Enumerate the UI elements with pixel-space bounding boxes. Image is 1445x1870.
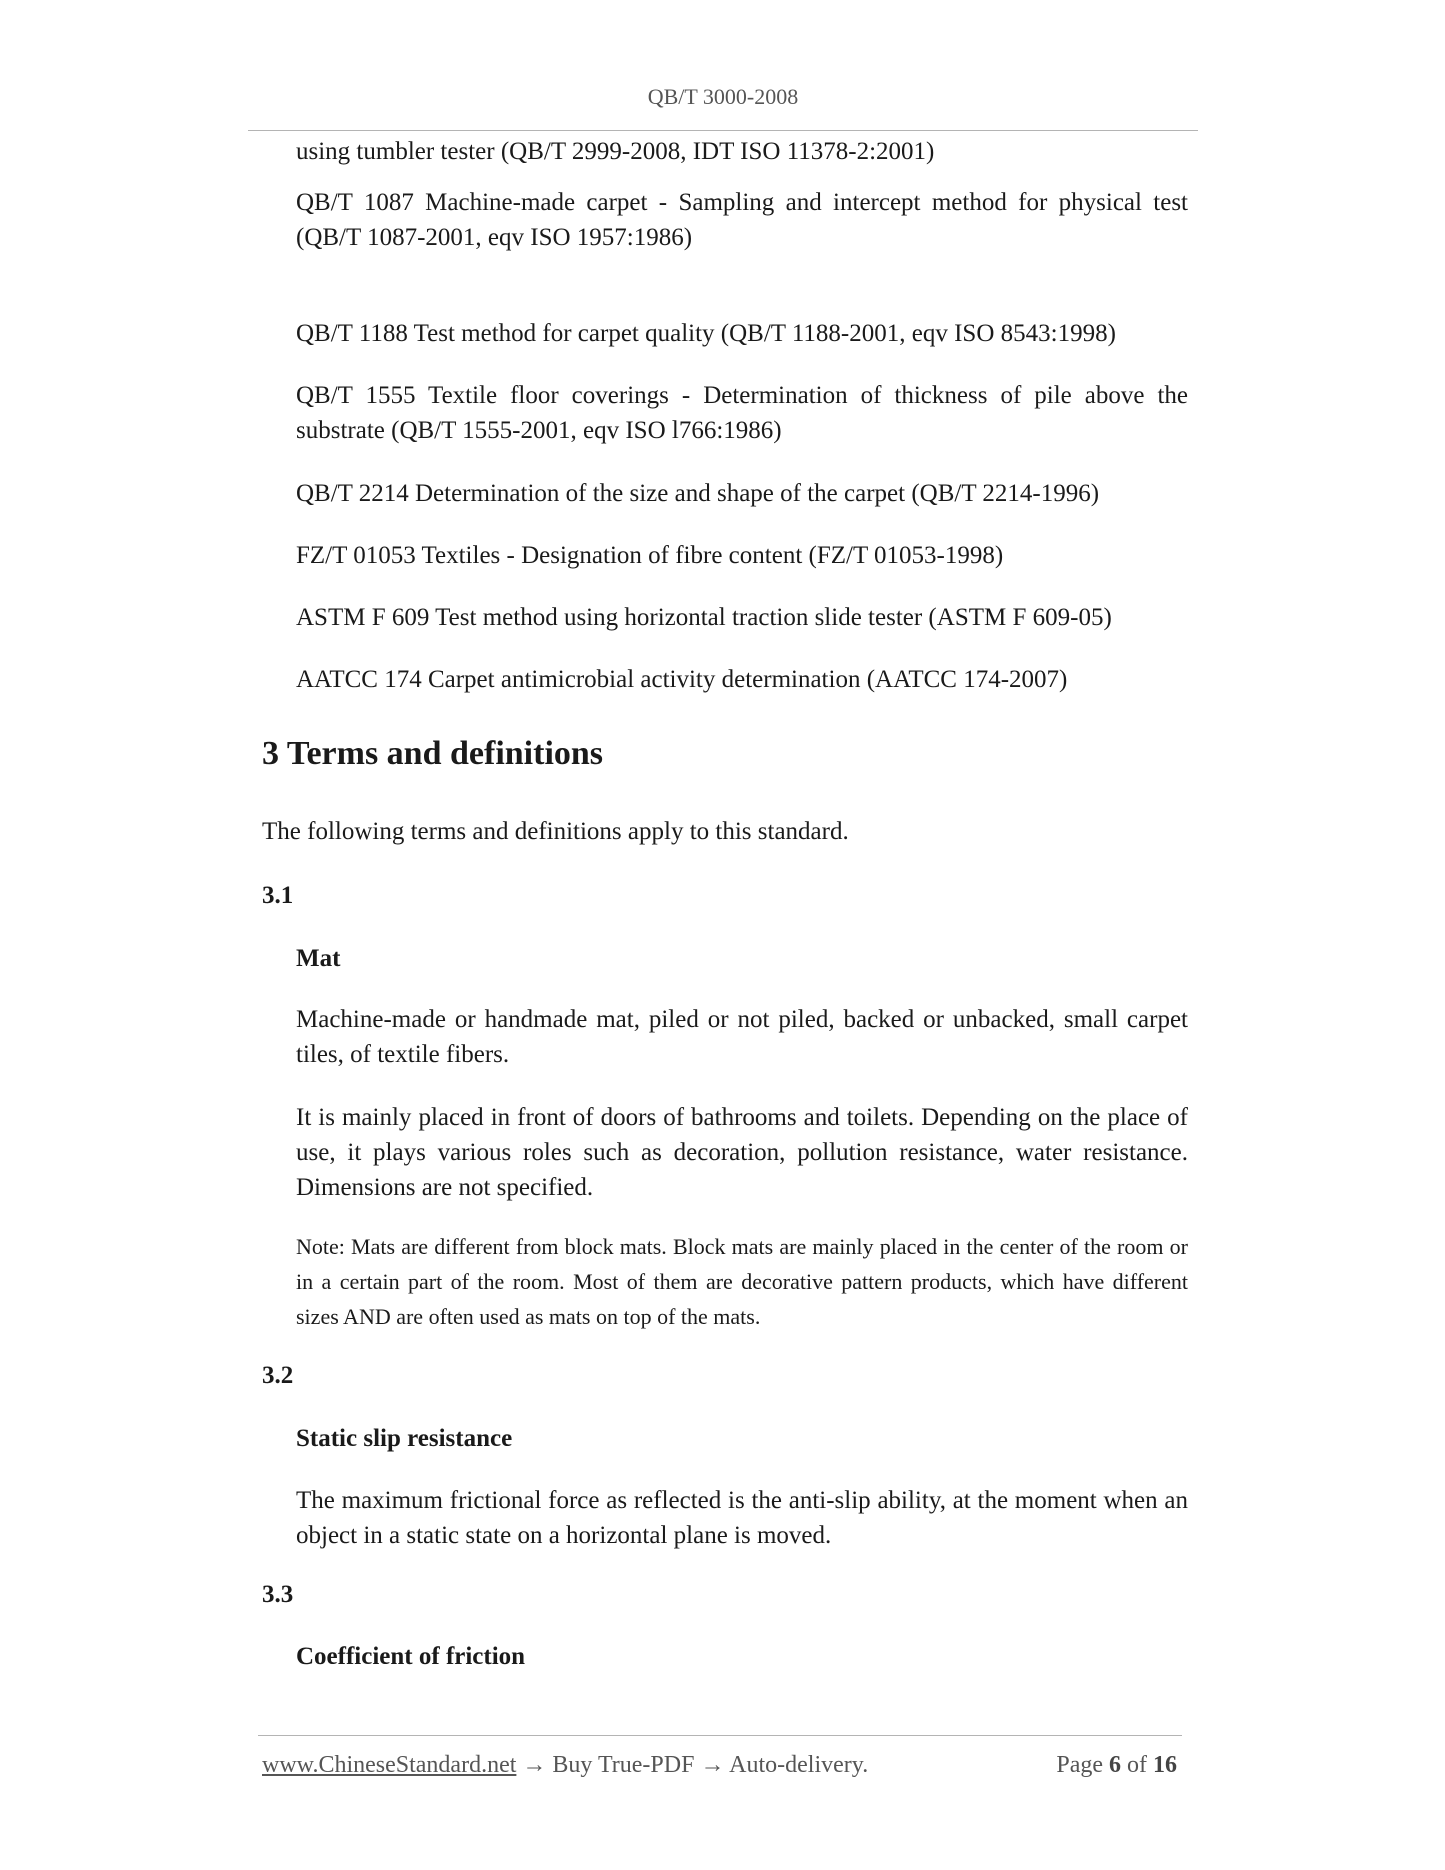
term-title-mat: Mat [296,945,341,972]
term-note-mat: Note: Mats are different from block mats. Block mats are mainly placed in the center of the room or in a certain part of the room. Most of them are decorative pattern products, which have different sizes AND are often used as mats on top of the mats. [296,1234,1188,1329]
reference-item-7: AATCC 174 Carpet antimicrobial activity determination (AATCC 174-2007) [296,666,1068,693]
page-indicator [1056,1752,1177,1779]
reference-item-3: QB/T 1555 Textile floor coverings - Determination of thickness of pile above the substrate (QB/T 1555-2001, eqv ISO l766:1986) [296,382,1188,444]
clause-number-3-2: 3.2 [262,1362,294,1389]
footer-promo [262,1752,868,1779]
buy-text: Buy True-PDF [552,1752,695,1778]
site-link[interactable]: www.ChineseStandard.net [262,1752,517,1778]
page-total: 16 [1153,1752,1177,1778]
page-current: 6 [1109,1752,1121,1778]
page-of: of [1127,1752,1147,1778]
reference-item-5: FZ/T 01053 Textiles - Designation of fibre content (FZ/T 01053-1998) [296,542,1004,569]
reference-item-2: QB/T 1188 Test method for carpet quality (QB/T 1188-2001, eqv ISO 8543:1998) [296,320,1116,347]
header-divider [248,130,1198,131]
term-definition-static-slip: The maximum frictional force as reflected is the anti-slip ability, at the moment when an object in a static state on a horizontal plane is moved. [296,1487,1188,1549]
reference-item-1: QB/T 1087 Machine-made carpet - Sampling and intercept method for physical test (QB/T 1087-2001, eqv ISO 1957:1986) [296,189,1188,251]
reference-item-0: using tumbler tester (QB/T 2999-2008, IDT ISO 11378-2:2001) [296,138,935,165]
reference-item-6: ASTM F 609 Test method using horizontal traction slide tester (ASTM F 609-05) [296,604,1112,631]
term-usage-mat: It is mainly placed in front of doors of bathrooms and toilets. Depending on the place of use, it plays various roles such as decoration, pollution resistance, water resistance. Dimensions are not specified. [296,1104,1188,1201]
clause-number-3-1: 3.1 [262,882,294,909]
clause-number-3-3: 3.3 [262,1581,294,1608]
term-title-static-slip: Static slip resistance [296,1425,513,1452]
section-heading: 3 Terms and definitions [262,735,604,772]
footer-divider [258,1735,1182,1736]
section-intro: The following terms and definitions apply to this standard. [262,818,849,845]
term-definition-mat: Machine-made or handmade mat, piled or not piled, backed or unbacked, small carpet tiles, of textile fibers. [296,1006,1188,1068]
arrow-right-icon: → [522,1752,547,1778]
document-header-title: QB/T 3000-2008 [647,84,799,109]
arrow-right-icon: → [700,1752,725,1778]
delivery-text: Auto-delivery. [729,1752,869,1778]
term-title-coefficient-friction: Coefficient of friction [296,1643,526,1670]
page-label: Page [1056,1752,1103,1778]
reference-item-4: QB/T 2214 Determination of the size and shape of the carpet (QB/T 2214-1996) [296,480,1100,507]
